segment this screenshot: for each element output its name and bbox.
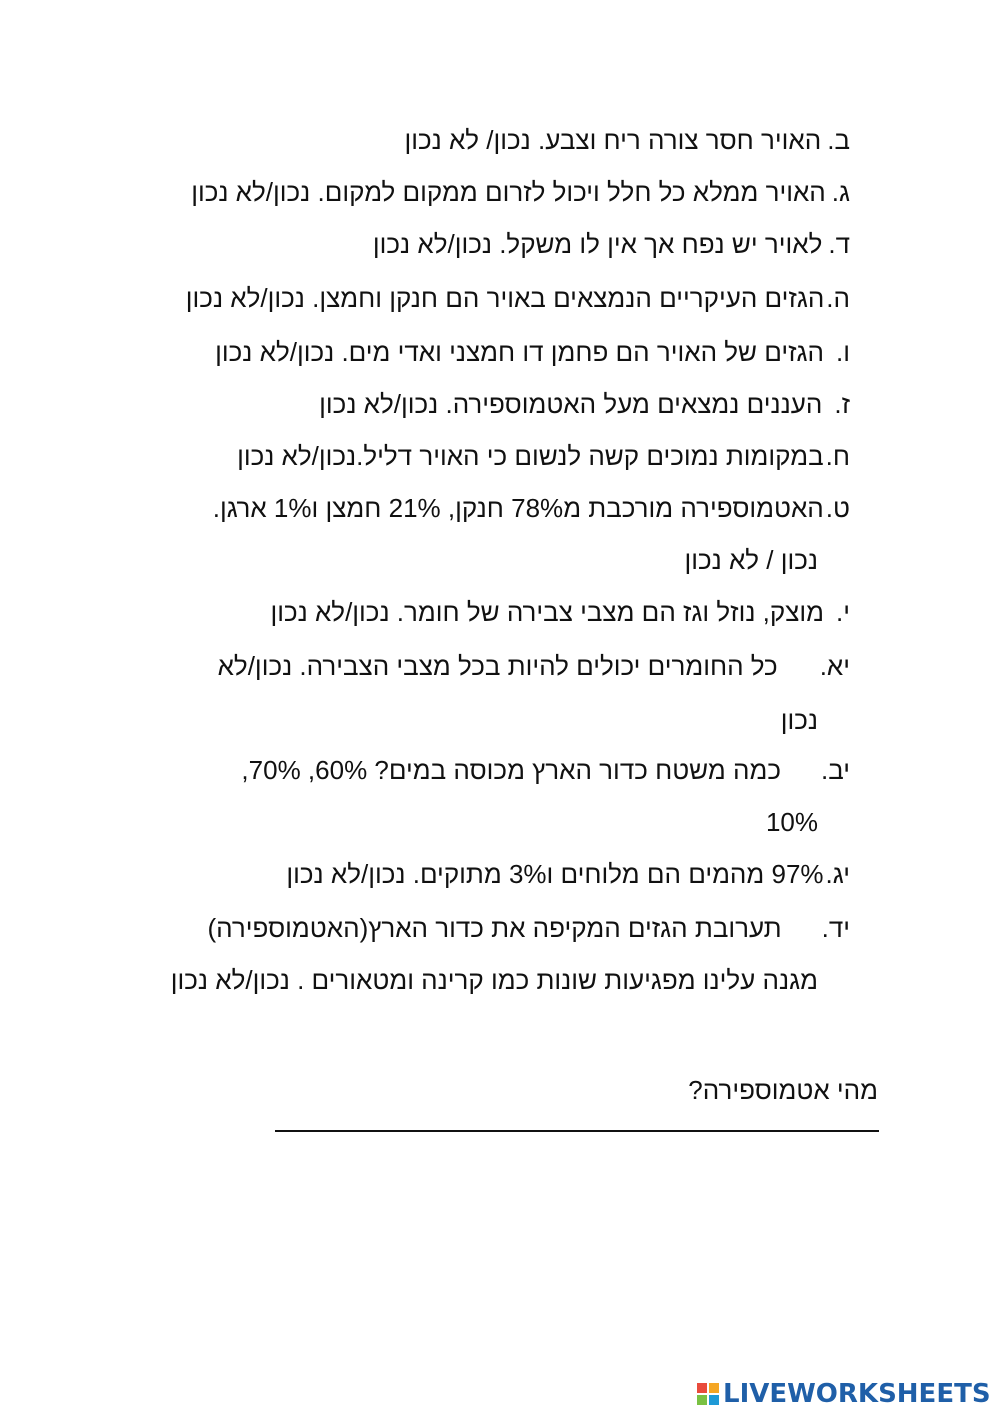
list-item [270, 596, 850, 628]
item-text: כל החומרים יכולים להיות בכל מצבי הצבירה. נכון/לא [217, 651, 778, 681]
list-item [213, 492, 850, 524]
list-item [373, 228, 850, 260]
list-item [208, 912, 850, 944]
item-marker: ג. [831, 177, 850, 207]
item-continuation: 10% [765, 807, 818, 837]
item-text: הגזים של האויר הם פחמן דו חמצני ואדי מים. נכון/לא נכון [215, 337, 825, 367]
item-text: לאויר יש נפח אך אין לו משקל. נכון/לא נכון [372, 229, 823, 259]
item-text: האויר חסר צורה ריח וצבע. נכון/ לא נכון [404, 125, 822, 155]
item-marker: ו. [836, 337, 850, 367]
logo-icon [697, 1383, 719, 1405]
logo-block-red [697, 1383, 707, 1393]
liveworksheets-logo [697, 1378, 991, 1410]
list-item [404, 124, 850, 156]
logo-text: LIVEWORKSHEETS [723, 1379, 991, 1409]
item-marker: יג. [825, 859, 850, 889]
logo-block-orange [709, 1383, 719, 1393]
list-item [241, 754, 850, 786]
item-text: האויר ממלא כל חלל ויכול לזרום ממקום למקום. נכון/לא נכון [191, 177, 826, 207]
item-text: מוצק, נוזל וגז הם מצבי צבירה של חומר. נכון/לא נכון [270, 597, 825, 627]
logo-block-green [697, 1395, 707, 1405]
list-item [215, 336, 850, 368]
item-marker: י. [836, 597, 850, 627]
list-item [218, 650, 850, 682]
logo-block-blue [709, 1395, 719, 1405]
item-text: כמה משטח כדור הארץ מכוסה במים? 60%, 70%, [241, 755, 781, 785]
item-text: העננים נמצאים מעל האטמוספירה. נכון/לא נכון [319, 389, 823, 419]
list-item [237, 440, 850, 472]
item-text: 97% מהמים הם מלוחים ו3% מתוקים. נכון/לא נכון [286, 859, 824, 889]
item-continuation: נכון [780, 705, 818, 735]
list-item [319, 388, 850, 420]
item-text: האטמוספירה מורכבת מ78% חנקן, 21% חמצן ו1% ארגן. [212, 493, 824, 523]
item-text: תערובת הגזים המקיפה את כדור הארץ(האטמוספירה) [207, 913, 782, 943]
item-continuation: נכון / לא נכון [684, 545, 818, 575]
item-continuation: מגנה עלינו מפגיעות שונות כמו קרינה ומטאורים . נכון/לא נכון [170, 965, 818, 995]
item-marker: ב. [827, 125, 850, 155]
item-marker: ז. [834, 389, 850, 419]
item-marker: יד. [821, 913, 850, 943]
item-text: במקומות נמוכים קשה לנשום כי האויר דליל.נכון/לא נכון [237, 441, 824, 471]
list-item [286, 858, 850, 890]
item-marker: ד. [828, 229, 850, 259]
item-marker: ה. [826, 283, 850, 313]
item-text: הגזים העיקריים הנמצאים באויר הם חנקן וחמצן. נכון/לא נכון [185, 283, 825, 313]
question-heading: מהי אטמוספירה? [688, 1075, 878, 1105]
list-item [191, 176, 850, 208]
item-marker: ט. [825, 493, 850, 523]
item-marker: יא. [819, 651, 850, 681]
item-marker: ח. [825, 441, 850, 471]
answer-line[interactable] [275, 1130, 879, 1132]
list-item [186, 282, 850, 314]
item-marker: יב. [820, 755, 850, 785]
